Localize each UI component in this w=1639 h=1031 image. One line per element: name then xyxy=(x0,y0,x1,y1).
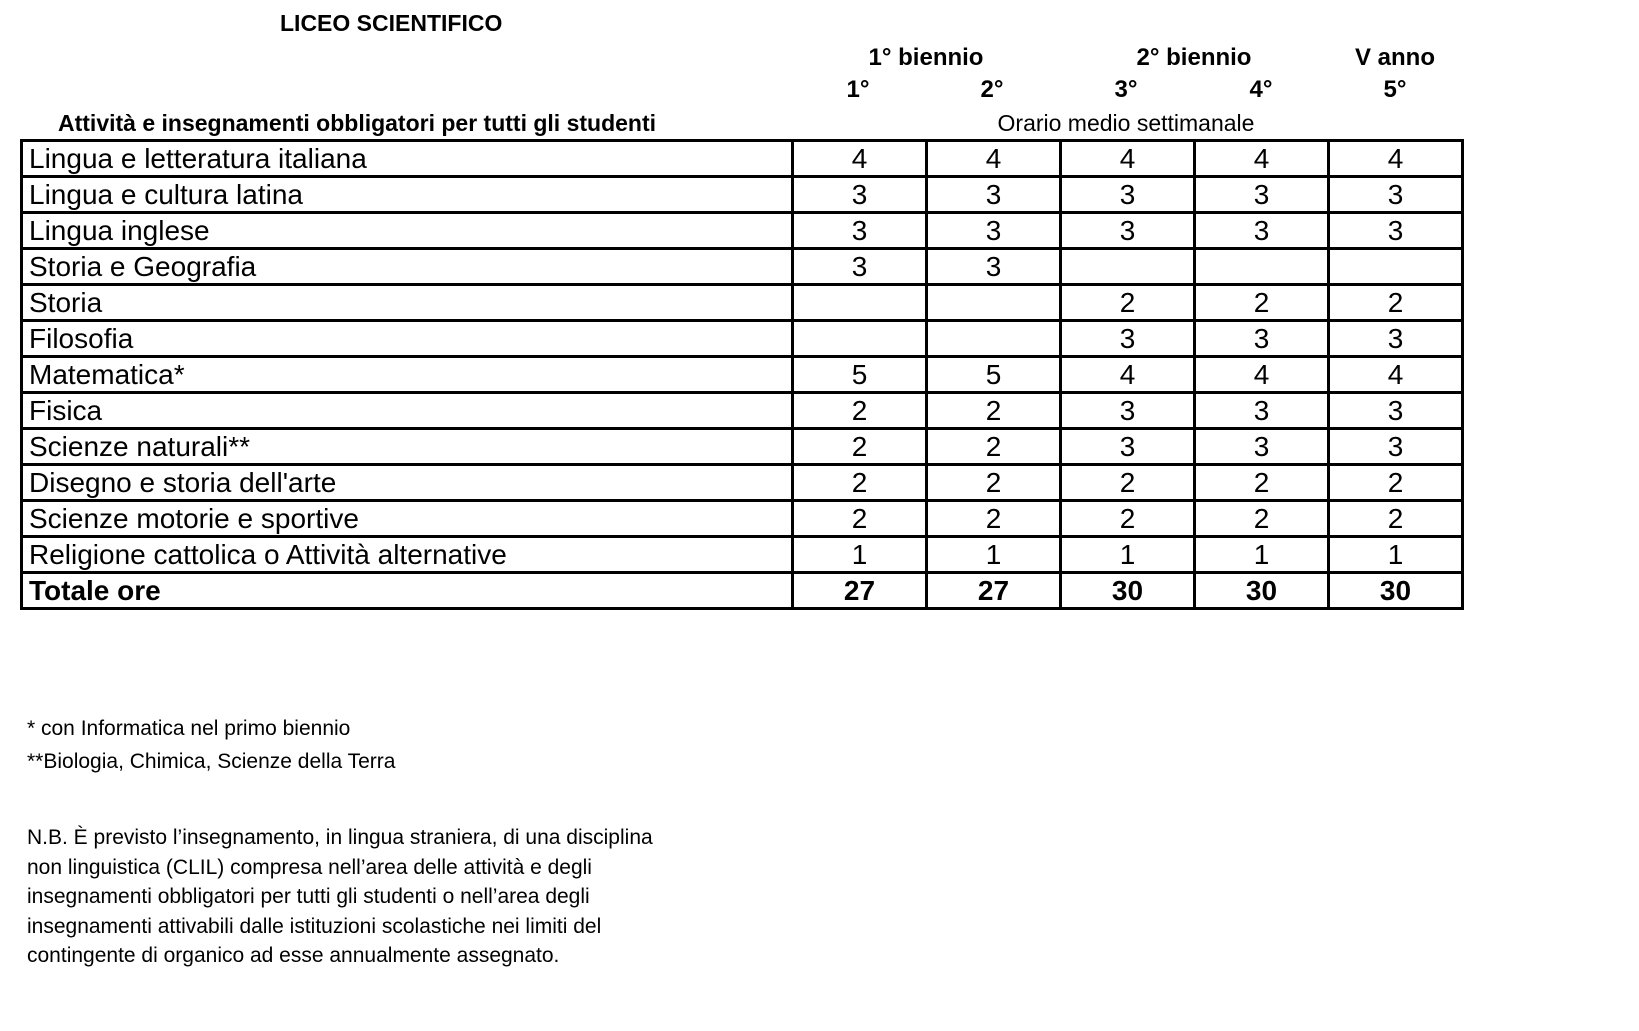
subject-cell: Scienze motorie e sportive xyxy=(22,501,793,537)
hours-cell: 2 xyxy=(927,429,1061,465)
hours-cell: 2 xyxy=(793,465,927,501)
header-group-first-biennium: 1° biennio xyxy=(868,44,984,71)
section-label: Attività e insegnamenti obbligatori per tutti gli studenti xyxy=(58,110,657,136)
timetable xyxy=(20,139,1464,610)
table-row xyxy=(22,141,1463,177)
hours-cell: 2 xyxy=(1061,501,1195,537)
hours-cell: 2 xyxy=(1195,465,1329,501)
hours-cell: 2 xyxy=(1329,465,1463,501)
hours-cell: 3 xyxy=(1061,321,1195,357)
nb-line: N.B. È previsto l’insegnamento, in lingua straniera, di una disciplina xyxy=(27,826,653,849)
hours-cell: 3 xyxy=(793,177,927,213)
hours-cell: 3 xyxy=(1329,321,1463,357)
subject-cell: Scienze naturali** xyxy=(22,429,793,465)
subject-cell: Religione cattolica o Attività alternative xyxy=(22,537,793,573)
total-row xyxy=(22,573,1463,609)
hours-cell xyxy=(1061,249,1195,285)
subject-cell: Storia xyxy=(22,285,793,321)
table-row xyxy=(22,321,1463,357)
hours-cell: 2 xyxy=(1329,285,1463,321)
hours-cell: 3 xyxy=(1061,177,1195,213)
total-hours-cell: 27 xyxy=(927,573,1061,609)
nb-line: insegnamenti attivabili dalle istituzioni scolastiche nei limiti del xyxy=(27,914,602,938)
hours-cell xyxy=(793,321,927,357)
header-group-second-biennium: 2° biennio xyxy=(1136,44,1252,71)
table-row xyxy=(22,357,1463,393)
hours-cell: 4 xyxy=(1061,357,1195,393)
subject-cell: Filosofia xyxy=(22,321,793,357)
hours-cell: 2 xyxy=(1061,285,1195,321)
hours-cell: 4 xyxy=(793,141,927,177)
subject-cell: Disegno e storia dell'arte xyxy=(22,465,793,501)
header-year-4: 4° xyxy=(1249,76,1273,103)
hours-cell: 5 xyxy=(793,357,927,393)
hours-cell: 1 xyxy=(927,537,1061,573)
hours-cell: 3 xyxy=(1195,393,1329,429)
hours-cell: 3 xyxy=(1329,429,1463,465)
hours-cell: 3 xyxy=(1195,429,1329,465)
subject-cell: Lingua e cultura latina xyxy=(22,177,793,213)
header-year-5: 5° xyxy=(1383,76,1407,103)
table-row xyxy=(22,249,1463,285)
hours-cell: 3 xyxy=(1195,213,1329,249)
table-row xyxy=(22,177,1463,213)
hours-cell xyxy=(1329,249,1463,285)
hours-cell: 3 xyxy=(927,249,1061,285)
hours-cell: 3 xyxy=(1329,177,1463,213)
hours-cell: 4 xyxy=(1329,141,1463,177)
weekly-hours-subheader: Orario medio settimanale xyxy=(997,110,1255,136)
hours-cell: 2 xyxy=(927,393,1061,429)
hours-cell: 1 xyxy=(1061,537,1195,573)
hours-cell: 1 xyxy=(1329,537,1463,573)
hours-cell: 3 xyxy=(1329,393,1463,429)
header-year-1: 1° xyxy=(846,76,870,103)
total-label: Totale ore xyxy=(22,573,793,609)
hours-cell xyxy=(793,285,927,321)
hours-cell: 4 xyxy=(1195,357,1329,393)
table-row xyxy=(22,393,1463,429)
table-row xyxy=(22,213,1463,249)
hours-cell: 1 xyxy=(793,537,927,573)
header-group-fifth-year: V anno xyxy=(1354,44,1435,71)
hours-cell: 1 xyxy=(1195,537,1329,573)
hours-cell: 3 xyxy=(1061,393,1195,429)
footnote-informatica: * con Informatica nel primo biennio xyxy=(27,717,351,740)
hours-cell: 3 xyxy=(793,213,927,249)
hours-cell: 2 xyxy=(793,501,927,537)
nb-line: non linguistica (CLIL) compresa nell’area delle attività e degli xyxy=(27,855,592,879)
header-year-3: 3° xyxy=(1114,76,1138,103)
hours-cell: 2 xyxy=(1329,501,1463,537)
header-year-2: 2° xyxy=(980,76,1004,103)
subject-cell: Lingua e letteratura italiana xyxy=(22,141,793,177)
nb-line: insegnamenti obbligatori per tutti gli studenti o nell’area degli xyxy=(27,885,590,908)
subject-cell: Matematica* xyxy=(22,357,793,393)
footnotes xyxy=(27,712,395,778)
hours-cell: 3 xyxy=(927,213,1061,249)
subject-cell: Fisica xyxy=(22,393,793,429)
table-row xyxy=(22,429,1463,465)
total-hours-cell: 30 xyxy=(1061,573,1195,609)
nb-line: contingente di organico ad esse annualmente assegnato. xyxy=(27,944,560,967)
nb-note xyxy=(27,823,787,971)
hours-cell: 3 xyxy=(1195,321,1329,357)
hours-cell: 2 xyxy=(1061,465,1195,501)
subject-cell: Lingua inglese xyxy=(22,213,793,249)
table-row xyxy=(22,465,1463,501)
total-hours-cell: 27 xyxy=(793,573,927,609)
footnote-scienze: **Biologia, Chimica, Scienze della Terra xyxy=(27,750,396,773)
hours-cell: 3 xyxy=(927,177,1061,213)
hours-cell: 3 xyxy=(793,249,927,285)
hours-cell xyxy=(927,321,1061,357)
hours-cell: 2 xyxy=(927,501,1061,537)
total-hours-cell: 30 xyxy=(1329,573,1463,609)
hours-cell: 4 xyxy=(1061,141,1195,177)
hours-cell: 3 xyxy=(1329,213,1463,249)
subject-cell: Storia e Geografia xyxy=(22,249,793,285)
total-hours-cell: 30 xyxy=(1195,573,1329,609)
hours-cell xyxy=(927,285,1061,321)
hours-cell: 4 xyxy=(1329,357,1463,393)
hours-cell: 3 xyxy=(1195,177,1329,213)
table-row xyxy=(22,537,1463,573)
hours-cell: 2 xyxy=(927,465,1061,501)
hours-cell: 2 xyxy=(1195,501,1329,537)
hours-cell: 3 xyxy=(1061,213,1195,249)
hours-cell: 5 xyxy=(927,357,1061,393)
table-row xyxy=(22,501,1463,537)
hours-cell: 2 xyxy=(1195,285,1329,321)
hours-cell: 2 xyxy=(793,393,927,429)
table-row xyxy=(22,285,1463,321)
hours-cell: 2 xyxy=(793,429,927,465)
hours-cell: 3 xyxy=(1061,429,1195,465)
hours-cell: 4 xyxy=(1195,141,1329,177)
hours-cell: 4 xyxy=(927,141,1061,177)
hours-cell xyxy=(1195,249,1329,285)
document-title: LICEO SCIENTIFICO xyxy=(280,10,503,36)
